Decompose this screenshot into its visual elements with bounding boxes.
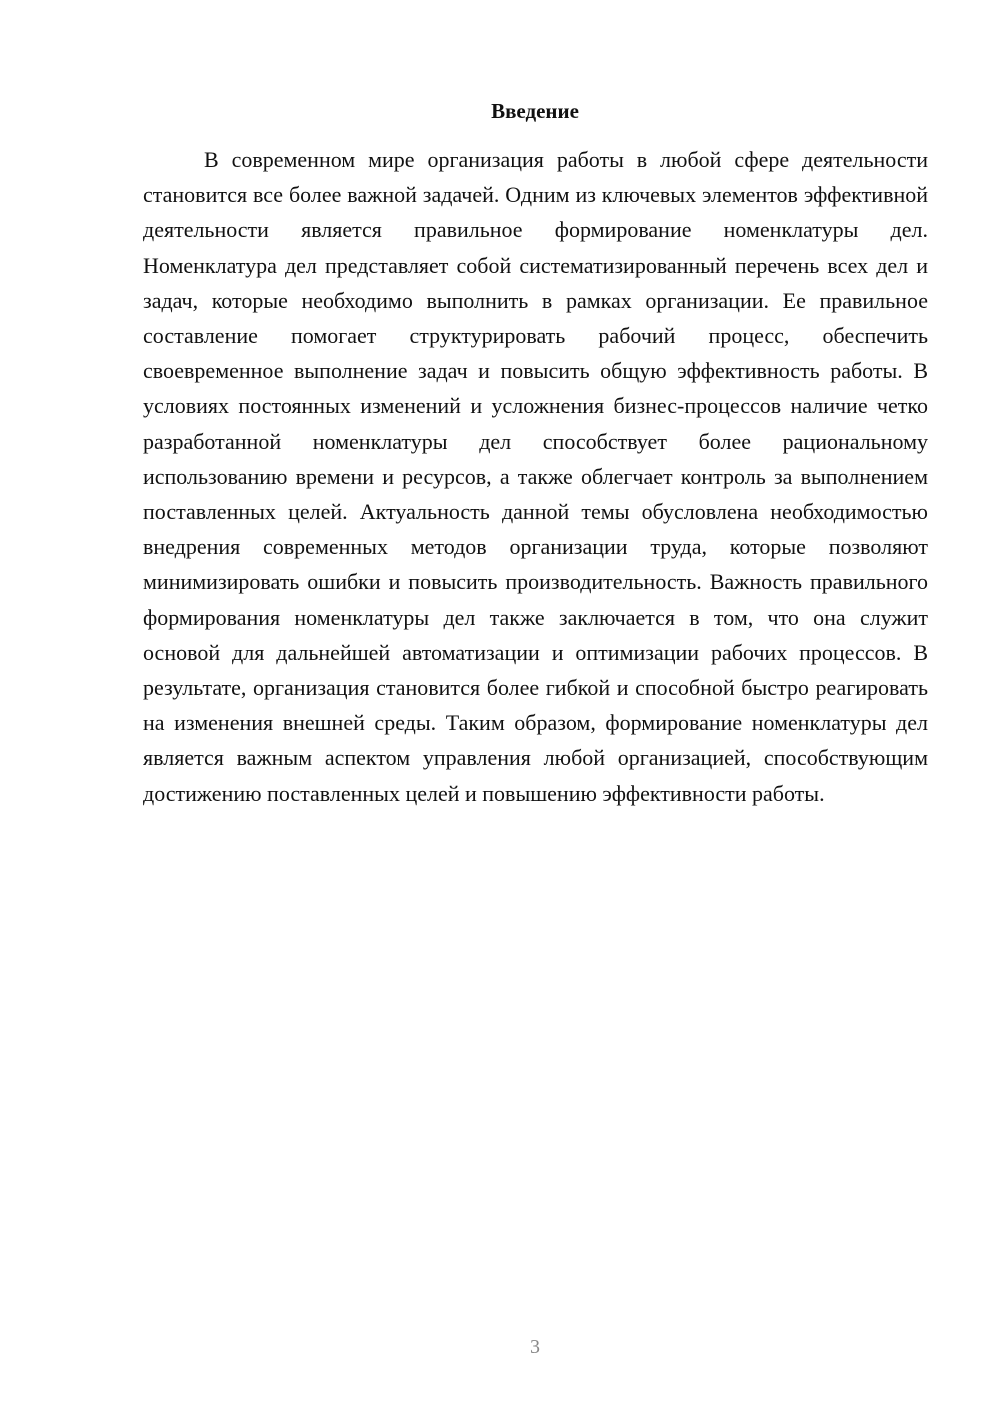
page-number: 3 [530, 1336, 540, 1358]
section-heading: Введение [491, 99, 579, 123]
body-paragraph: В современном мире организация работы в любой сфере деятельности становится все более важной задачей. Одним из ключевых элементов эффективной деятельности является правильное формирование номенклатуры дел. Номенклатура дел представляет собой систематизированный перечень всех дел и задач, которые необходимо выполнить в рамках организации. Ее правильное составление помогает структурировать рабочий процесс, обеспечить своевременное выполнение задач и повысить общую эффективность работы. В условиях постоянных изменений и усложнения бизнес-процессов наличие четко разработанной номенклатуры дел способствует более рациональному использованию времени и ресурсов, а также облегчает контроль за выполнением поставленных целей. Актуальность данной темы обусловлена необходимостью внедрения современных методов организации труда, которые позволяют минимизировать ошибки и повысить производительность. Важность правильного формирования номенклатуры дел также заключается в том, что она служит основой для дальнейшей автоматизации и оптимизации рабочих процессов. В результате, организация становится более гибкой и способной быстро реагировать на изменения внешней среды. Таким образом, формирование номенклатуры дел является важным аспектом управления любой организацией, способствующим достижению поставленных целей и повышению эффективности работы. [143, 147, 928, 806]
